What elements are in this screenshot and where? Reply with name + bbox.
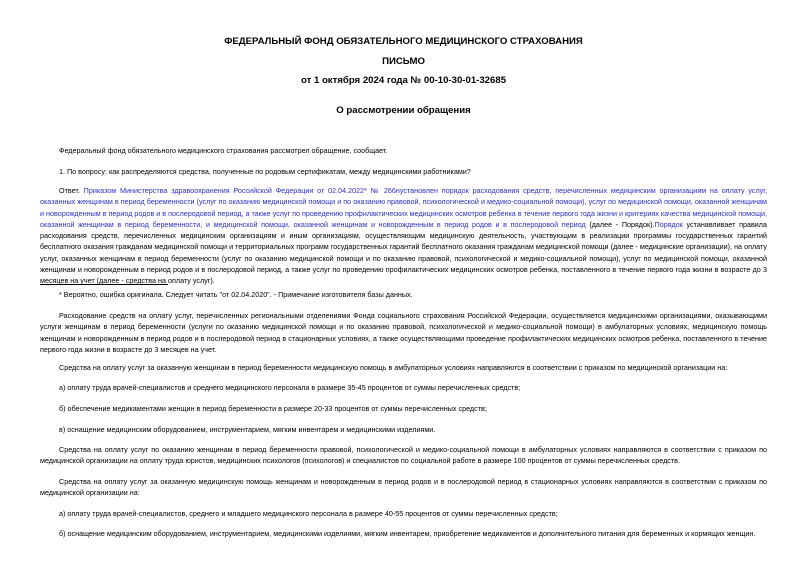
footnote-divider xyxy=(40,284,168,285)
answer-label: Ответ. xyxy=(59,186,80,195)
question-text: 1. По вопросу: как распределяются средства, полученные по родовым сертификатам, между медицинскими работниками? xyxy=(59,167,471,176)
ambulatory-item-b xyxy=(40,403,767,414)
ambulatory-item-b-text: б) обеспечение медикаментами женщин в период беременности в размере 20-33 процентов от суммы перечисленных средств; xyxy=(59,404,487,413)
intro-paragraph xyxy=(40,145,767,156)
answer-paragraph xyxy=(40,185,767,287)
distribution-paragraph xyxy=(40,310,767,355)
stationary-item-a xyxy=(40,508,767,519)
answer-rest-text: (далее - Порядок). xyxy=(585,219,655,229)
stationary-paragraph xyxy=(40,476,767,499)
answer-tail-text: устанавливает правила расходования средств, перечисленных медицинским организациям и иным организациям, осуществляющим медицинскую деятельность, участвующим в реализации программы государственных гарантий бесплатного оказания гражданам медицинской помощи и территориальных программ государственных гарантий бесплатного оказания гражданам медицинской помощи (далее - медицинские организации), на оплату услуг, оказанных женщинам в период беременности (услуг по оказанию медицинской помощи и по оказанию правовой, психологической и медико-социальной помощи), услуг по медицинской помощи, оказанной женщинам и новорожденным в период родов и в послеродовой период, а также услуг по проведению профилактических медицинских осмотров ребенка, поставленного в течение первого года жизни в возрасте до 3 месяцев на учет (далее - средства на оплату услуг). xyxy=(40,219,767,286)
ambulatory-item-v xyxy=(40,424,767,435)
legal-help-text: Средства на оплату услуг по оказанию женщинам в период беременности правовой, психологической и медико-социальной помощи в амбулаторных условиях направляются в соответствии с приказом по медицинской организации на оплату труда юристов, медицинских психологов (психологов) и специалистов по социальной работе в размере 100 процентов от суммы перечисленных средств. xyxy=(40,445,767,466)
footnote-text: * Вероятно, ошибка оригинала. Следует читать "от 02.04.2020". - Примечание изготовителя базы данных. xyxy=(59,290,413,299)
issuing-organization: ФЕДЕРАЛЬНЫЙ ФОНД ОБЯЗАТЕЛЬНОГО МЕДИЦИНСКОГО СТРАХОВАНИЯ xyxy=(224,36,583,47)
stationary-item-b-text: б) оснащение медицинским оборудованием, инструментарием, медицинскими изделиями, мягким инвентарем, приобретение медикаментов и дополнительного питания для беременных и кормящих женщин. xyxy=(59,529,756,538)
ambulatory-item-a xyxy=(40,382,767,393)
document-subject: О рассмотрении обращения xyxy=(336,105,471,116)
procedure-link[interactable]: Порядок xyxy=(654,219,683,229)
ambulatory-item-v-text: в) оснащение медицинским оборудованием, инструментарием, мягким инвентарем и медицинскими изделиями. xyxy=(59,425,436,434)
intro-text: Федеральный фонд обязательного медицинского страхования рассмотрел обращение, сообщает. xyxy=(59,146,388,155)
legal-help-paragraph xyxy=(40,444,767,467)
question-paragraph xyxy=(40,166,767,177)
document-date-number: от 1 октября 2024 года № 00-10-30-01-32685 xyxy=(300,75,507,86)
footnote xyxy=(40,289,767,300)
stationary-item-a-text: а) оплату труда врачей-специалистов, среднего и младшего медицинского персонала в размере 40-55 процентов от суммы перечисленных средств; xyxy=(59,509,558,518)
stationary-item-b xyxy=(40,528,767,539)
ambulatory-paragraph xyxy=(40,362,767,373)
distribution-text: Расходование средств на оплату услуг, перечисленных региональными отделениями Фонда социального страхования Российской Федерации, осуществляется медицинскими организациями, оказывающими услуги женщинам в период беременности (услуги по оказанию медицинской помощи и по оказанию правовой, психологической и медико-социальной помощи) в амбулаторных условиях, медицинскую помощь женщинам и новорожденным в период родов и в послеродовой период в стационарных условиях, а также осуществляющими проведение профилактических медицинских осмотров ребенка, поставленного в течение первого года жизни в возрасте до 3 месяцев на учет. xyxy=(40,311,767,354)
ambulatory-item-a-text: а) оплату труда врачей-специалистов и среднего медицинского персонала в размере 35-45 процентов от суммы перечисленных средств; xyxy=(59,383,521,392)
document-type: ПИСЬМО xyxy=(382,56,425,67)
stationary-text: Средства на оплату услуг за оказанную медицинскую помощь женщинам и новорожденным в период родов и в послеродовой период в стационарных условиях направляются в соответствии с приказом по медицинской организации на: xyxy=(40,477,767,498)
order-266n-link[interactable]: Приказом Министерства здравоохранения Российской Федерации от 02.04.2022* № 266нустановлен порядок расходования средств, перечисленных медицинским организациям на оплату услуг, оказанных женщинам в период беременности (услуг по оказанию медицинской помощи и по оказанию правовой, психологической и медико-социальной помощи), услуг по медицинской помощи, оказанной женщинам и новорожденным в период родов и в послеродовой период, а также услуг по проведению профилактических медицинских осмотров ребенка в течение первого года жизни и критериях качества медицинской помощи, оказанной женщинам в период беременности, и медицинской помощи, оказанной женщинам и новорожденным в период родов и в послеродовой период xyxy=(40,186,768,229)
ambulatory-text: Средства на оплату услуг за оказанную женщинам в период беременности медицинскую помощь в амбулаторных условиях направляются в соответствии с приказом по медицинской организации на: xyxy=(59,363,728,372)
